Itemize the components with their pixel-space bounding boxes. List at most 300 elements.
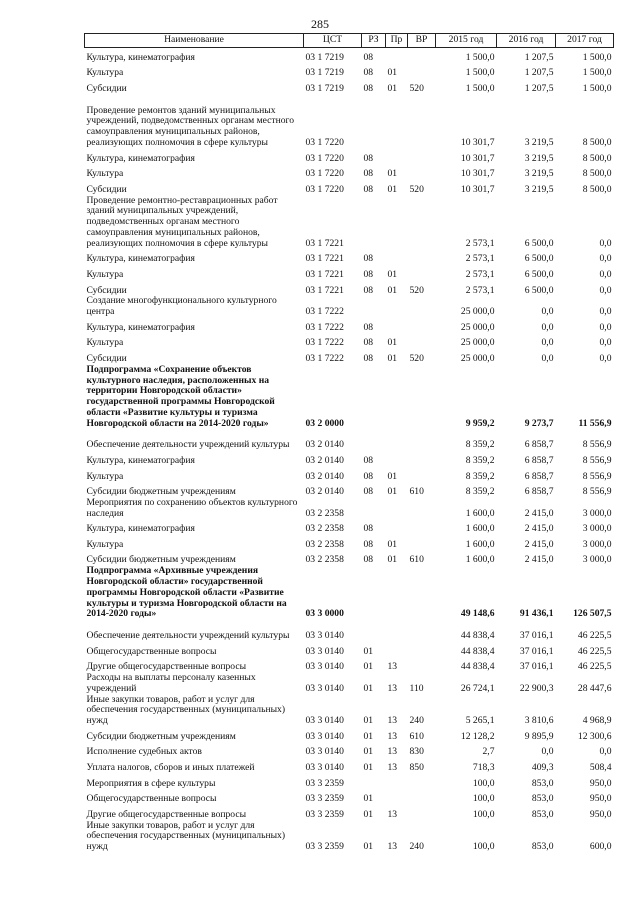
row-2016: 6 858,7 — [524, 439, 554, 451]
row-rz: 08 — [363, 168, 374, 180]
table-row — [85, 48, 614, 64]
row-rz: 08 — [363, 321, 374, 333]
row-name: Иные закупки товаров, работ и услуг для обеспечения государственных (муниципальных) нужд — [86, 693, 286, 727]
row-2015: 1 500,0 — [465, 51, 495, 63]
row-pr: 01 — [387, 183, 398, 195]
table-row — [85, 743, 614, 759]
table-row — [85, 265, 614, 281]
row-2016: 9 273,7 — [524, 417, 554, 429]
row-cst: 03 3 0140 — [305, 682, 344, 694]
table-row — [85, 620, 614, 642]
row-2017: 11 556,9 — [578, 417, 612, 429]
table-row — [85, 467, 614, 483]
row-pr: 01 — [387, 538, 398, 550]
row-rz — [362, 430, 386, 452]
table-row — [85, 551, 614, 567]
row-2017: 1 500,0 — [582, 51, 612, 63]
row-name: Мероприятия в сфере культуры — [86, 777, 216, 789]
row-rz: 08 — [363, 82, 374, 94]
row-name: Культура, кинематография — [86, 51, 195, 63]
row-name: Культура, кинематография — [86, 152, 195, 164]
row-vr — [408, 498, 436, 520]
row-pr — [386, 250, 408, 266]
row-2015: 44 838,4 — [460, 661, 495, 673]
row-name: Другие общегосударственные вопросы — [86, 808, 247, 820]
row-2016: 6 500,0 — [524, 284, 554, 296]
row-2017: 3 000,0 — [582, 538, 612, 550]
row-2017: 8 500,0 — [582, 136, 612, 148]
row-rz: 01 — [363, 730, 374, 742]
row-vr — [408, 296, 436, 318]
row-rz: 01 — [363, 661, 374, 673]
row-pr: 13 — [387, 808, 398, 820]
row-2017: 950,0 — [589, 793, 612, 805]
row-2017: 0,0 — [599, 337, 612, 349]
row-pr — [386, 566, 408, 620]
row-cst: 03 3 2359 — [305, 808, 344, 820]
header-rz: РЗ — [362, 34, 386, 48]
row-2017: 12 300,6 — [577, 730, 612, 742]
row-name: Проведение ремонтно-реставрационных работ зданий муниципальных учреждений, подведомственных органам местного самоуправления муниципальных районов, реализующих полномочия в сфере культуры — [86, 194, 278, 249]
row-2015: 44 838,4 — [460, 630, 495, 642]
row-rz: 08 — [363, 51, 374, 63]
row-vr — [408, 149, 436, 165]
row-vr — [408, 196, 436, 250]
table-row — [85, 180, 614, 196]
row-2016: 2 415,0 — [524, 523, 554, 535]
row-2015: 10 301,7 — [460, 183, 495, 195]
row-pr — [386, 318, 408, 334]
row-vr: 520 — [409, 183, 424, 195]
header-2015: 2015 год — [436, 34, 497, 48]
row-vr — [408, 805, 436, 821]
row-2016: 22 900,3 — [519, 682, 554, 694]
row-2016: 0,0 — [541, 337, 554, 349]
row-2015: 44 838,4 — [460, 645, 495, 657]
header-name: Наименование — [85, 34, 304, 48]
row-2016: 2 415,0 — [524, 538, 554, 550]
row-2016: 3 219,5 — [524, 168, 554, 180]
row-pr: 13 — [387, 715, 398, 727]
row-pr — [386, 789, 408, 805]
row-2016: 853,0 — [531, 808, 554, 820]
row-vr: 830 — [409, 746, 424, 758]
row-cst: 03 1 7221 — [305, 268, 344, 280]
row-2015: 100,0 — [472, 808, 495, 820]
row-vr: 110 — [409, 682, 424, 694]
row-vr: 520 — [409, 352, 424, 364]
row-rz: 08 — [363, 152, 374, 164]
row-2017: 46 225,5 — [577, 630, 612, 642]
row-name: Мероприятия по сохранению объектов культурного наследия — [86, 496, 298, 519]
row-2017: 126 507,5 — [573, 608, 612, 620]
row-2016: 6 500,0 — [524, 253, 554, 265]
row-pr — [386, 642, 408, 658]
table-row — [85, 519, 614, 535]
row-vr — [408, 250, 436, 266]
row-2015: 10 301,7 — [460, 136, 495, 148]
row-2016: 853,0 — [531, 793, 554, 805]
row-pr: 01 — [387, 470, 398, 482]
row-pr: 01 — [387, 82, 398, 94]
table-row — [85, 250, 614, 266]
row-rz: 08 — [363, 352, 374, 364]
row-name: Субсидии — [86, 284, 127, 296]
row-name: Культура — [86, 337, 124, 349]
row-name: Культура — [86, 538, 124, 550]
row-vr: 240 — [409, 841, 424, 853]
row-2016: 3 219,5 — [524, 152, 554, 164]
row-2016: 9 895,9 — [524, 730, 554, 742]
row-2017: 600,0 — [589, 841, 612, 853]
row-2015: 5 265,1 — [465, 715, 495, 727]
row-name: Субсидии бюджетным учреждениям — [86, 554, 236, 566]
row-name: Создание многофункционального культурного центра — [86, 295, 277, 318]
row-2015: 26 724,1 — [460, 682, 495, 694]
header-vr: ВР — [408, 34, 436, 48]
row-name: Субсидии бюджетным учреждениям — [86, 486, 236, 498]
row-2016: 853,0 — [531, 841, 554, 853]
table-body — [85, 48, 614, 853]
row-2016: 37 016,1 — [519, 645, 554, 657]
row-2016: 0,0 — [541, 352, 554, 364]
row-vr — [408, 642, 436, 658]
row-2017: 0,0 — [599, 268, 612, 280]
row-cst: 03 2 0140 — [305, 470, 344, 482]
row-2015: 25 000,0 — [460, 352, 495, 364]
row-2015: 1 600,0 — [465, 538, 495, 550]
row-2015: 2 573,1 — [465, 253, 495, 265]
row-2017: 46 225,5 — [577, 645, 612, 657]
row-2016: 6 500,0 — [524, 237, 554, 249]
row-2016: 37 016,1 — [519, 630, 554, 642]
row-pr — [386, 196, 408, 250]
row-pr: 13 — [387, 746, 398, 758]
row-name: Субсидии — [86, 183, 127, 195]
row-cst: 03 1 7219 — [305, 82, 344, 94]
row-vr: 610 — [409, 486, 424, 498]
row-2015: 1 600,0 — [465, 554, 495, 566]
row-2015: 9 959,2 — [465, 417, 495, 429]
table-row — [85, 789, 614, 805]
row-vr: 610 — [409, 730, 424, 742]
row-pr: 01 — [387, 337, 398, 349]
row-2015: 8 359,2 — [465, 439, 495, 451]
row-pr: 01 — [387, 486, 398, 498]
row-cst: 03 1 7219 — [305, 67, 344, 79]
row-2017: 0,0 — [599, 746, 612, 758]
row-rz: 08 — [363, 253, 374, 265]
row-2016: 3 219,5 — [524, 136, 554, 148]
row-2016: 37 016,1 — [519, 661, 554, 673]
row-2017: 950,0 — [589, 777, 612, 789]
row-rz: 01 — [363, 808, 374, 820]
row-vr — [408, 64, 436, 80]
row-vr — [408, 164, 436, 180]
table-row — [85, 642, 614, 658]
row-name: Общегосударственные вопросы — [86, 793, 217, 805]
row-vr — [408, 566, 436, 620]
table-row — [85, 727, 614, 743]
table-row — [85, 79, 614, 95]
row-pr: 13 — [387, 762, 398, 774]
row-rz: 08 — [363, 67, 374, 79]
row-rz — [362, 498, 386, 520]
row-name: Культура — [86, 67, 124, 79]
row-2015: 8 359,2 — [465, 486, 495, 498]
table-row — [85, 566, 614, 620]
row-cst: 03 3 0140 — [305, 661, 344, 673]
table-row — [85, 365, 614, 430]
row-pr — [386, 48, 408, 64]
row-name: Культура, кинематография — [86, 523, 195, 535]
row-2016: 0,0 — [541, 306, 554, 318]
row-2015: 718,3 — [472, 762, 495, 774]
row-2017: 1 500,0 — [582, 67, 612, 79]
row-cst: 03 1 7222 — [305, 352, 344, 364]
row-vr: 610 — [409, 554, 424, 566]
row-vr — [408, 365, 436, 430]
row-name: Уплата налогов, сборов и иных платежей — [86, 762, 255, 774]
row-pr: 01 — [387, 268, 398, 280]
row-pr — [386, 774, 408, 790]
table-row — [85, 149, 614, 165]
row-cst: 03 3 0140 — [305, 762, 344, 774]
row-cst: 03 1 7221 — [305, 237, 344, 249]
row-2015: 8 359,2 — [465, 470, 495, 482]
row-2017: 0,0 — [599, 253, 612, 265]
row-2016: 6 858,7 — [524, 470, 554, 482]
row-2017: 0,0 — [599, 321, 612, 333]
row-2015: 1 500,0 — [465, 67, 495, 79]
row-2015: 2 573,1 — [465, 268, 495, 280]
row-2016: 3 810,6 — [524, 715, 554, 727]
row-cst: 03 2 2358 — [305, 507, 344, 519]
row-rz — [362, 95, 386, 149]
row-2015: 25 000,0 — [460, 321, 495, 333]
row-2015: 10 301,7 — [460, 152, 495, 164]
row-name: Подпрограмма «Архивные учреждения Новгородской области» государственной программы Новгородской области «Развитие культуры и туризма Новгородской области на 2014-2020 годы» — [86, 565, 287, 620]
header-2017: 2017 год — [556, 34, 614, 48]
row-name: Субсидии — [86, 82, 127, 94]
table-row — [85, 482, 614, 498]
row-2017: 46 225,5 — [577, 661, 612, 673]
row-vr — [408, 95, 436, 149]
row-cst: 03 3 2359 — [305, 777, 344, 789]
row-cst: 03 1 7221 — [305, 284, 344, 296]
row-rz: 08 — [363, 486, 374, 498]
row-rz — [362, 620, 386, 642]
row-cst: 03 2 2358 — [305, 523, 344, 535]
row-rz: 08 — [363, 454, 374, 466]
row-vr: 520 — [409, 284, 424, 296]
row-2016: 2 415,0 — [524, 507, 554, 519]
row-2017: 950,0 — [589, 808, 612, 820]
row-rz: 08 — [363, 268, 374, 280]
row-pr — [386, 296, 408, 318]
row-cst: 03 1 7220 — [305, 168, 344, 180]
budget-table — [84, 33, 614, 853]
row-vr — [408, 265, 436, 281]
row-rz — [362, 365, 386, 430]
table-row — [85, 774, 614, 790]
row-rz: 08 — [363, 284, 374, 296]
row-name: Другие общегосударственные вопросы — [86, 661, 247, 673]
table-row — [85, 349, 614, 365]
row-vr: 850 — [409, 762, 424, 774]
row-2017: 1 500,0 — [582, 82, 612, 94]
row-2017: 8 500,0 — [582, 183, 612, 195]
row-2016: 1 207,5 — [524, 82, 554, 94]
row-name: Исполнение судебных актов — [86, 746, 202, 758]
row-2015: 2 573,1 — [465, 237, 495, 249]
row-pr: 13 — [387, 841, 398, 853]
row-name: Субсидии — [86, 352, 127, 364]
table-row — [85, 657, 614, 673]
row-pr — [386, 620, 408, 642]
row-2016: 91 436,1 — [519, 608, 554, 620]
row-pr: 01 — [387, 284, 398, 296]
table-row — [85, 758, 614, 774]
row-2017: 3 000,0 — [582, 554, 612, 566]
table-row — [85, 498, 614, 520]
row-2017: 4 968,9 — [582, 715, 612, 727]
row-rz — [362, 296, 386, 318]
row-rz: 01 — [363, 682, 374, 694]
table-row — [85, 95, 614, 149]
row-cst: 03 1 7221 — [305, 253, 344, 265]
table-row — [85, 673, 614, 695]
row-2015: 8 359,2 — [465, 454, 495, 466]
table-row — [85, 296, 614, 318]
table-row — [85, 535, 614, 551]
row-2015: 10 301,7 — [460, 168, 495, 180]
row-cst: 03 1 7219 — [305, 51, 344, 63]
row-cst: 03 1 7222 — [305, 337, 344, 349]
row-2015: 100,0 — [472, 777, 495, 789]
row-cst: 03 3 0140 — [305, 715, 344, 727]
row-rz: 08 — [363, 523, 374, 535]
row-2017: 3 000,0 — [582, 507, 612, 519]
row-name: Обеспечение деятельности учреждений культуры — [86, 630, 290, 642]
row-2016: 409,3 — [531, 762, 554, 774]
row-rz: 01 — [363, 645, 374, 657]
row-cst: 03 3 0000 — [305, 608, 344, 620]
row-vr — [408, 318, 436, 334]
row-2015: 100,0 — [472, 841, 495, 853]
row-rz: 08 — [363, 470, 374, 482]
row-2015: 1 600,0 — [465, 507, 495, 519]
row-2015: 12 128,2 — [460, 730, 495, 742]
row-vr — [408, 774, 436, 790]
row-2015: 49 148,6 — [460, 608, 495, 620]
row-2016: 1 207,5 — [524, 51, 554, 63]
row-rz: 01 — [363, 746, 374, 758]
row-pr: 01 — [387, 168, 398, 180]
row-2017: 8 556,9 — [582, 470, 612, 482]
row-2015: 100,0 — [472, 793, 495, 805]
table-row — [85, 430, 614, 452]
row-pr — [386, 498, 408, 520]
row-pr: 13 — [387, 730, 398, 742]
row-2017: 0,0 — [599, 284, 612, 296]
row-2017: 28 447,6 — [577, 682, 612, 694]
row-2015: 2,7 — [482, 746, 495, 758]
row-cst: 03 3 0140 — [305, 645, 344, 657]
row-2016: 6 500,0 — [524, 268, 554, 280]
row-name: Культура, кинематография — [86, 253, 195, 265]
table-row — [85, 164, 614, 180]
row-2015: 1 600,0 — [465, 523, 495, 535]
row-cst: 03 2 2358 — [305, 554, 344, 566]
row-rz: 08 — [363, 183, 374, 195]
row-2015: 2 573,1 — [465, 284, 495, 296]
row-2017: 8 500,0 — [582, 152, 612, 164]
header-row — [85, 34, 614, 48]
row-name: Культура — [86, 168, 124, 180]
row-vr — [408, 535, 436, 551]
row-pr: 01 — [387, 352, 398, 364]
row-2017: 0,0 — [599, 352, 612, 364]
row-2017: 0,0 — [599, 306, 612, 318]
row-2016: 0,0 — [541, 321, 554, 333]
row-2016: 3 219,5 — [524, 183, 554, 195]
row-name: Культура — [86, 268, 124, 280]
row-pr — [386, 451, 408, 467]
row-rz — [362, 774, 386, 790]
table-row — [85, 318, 614, 334]
row-vr — [408, 519, 436, 535]
row-vr — [408, 789, 436, 805]
row-pr — [386, 430, 408, 452]
row-pr — [386, 95, 408, 149]
row-rz: 01 — [363, 841, 374, 853]
row-cst: 03 2 0140 — [305, 486, 344, 498]
row-vr — [408, 620, 436, 642]
row-pr: 01 — [387, 67, 398, 79]
row-rz: 08 — [363, 337, 374, 349]
row-cst: 03 1 7220 — [305, 152, 344, 164]
row-rz: 01 — [363, 793, 374, 805]
row-cst: 03 3 0140 — [305, 746, 344, 758]
header-cst: ЦСТ — [304, 34, 362, 48]
row-pr: 13 — [387, 661, 398, 673]
row-2017: 8 556,9 — [582, 486, 612, 498]
table-row — [85, 451, 614, 467]
header-2016: 2016 год — [497, 34, 556, 48]
row-2017: 508,4 — [589, 762, 612, 774]
row-cst: 03 1 7220 — [305, 136, 344, 148]
row-name: Общегосударственные вопросы — [86, 645, 217, 657]
row-cst: 03 2 0140 — [305, 454, 344, 466]
row-rz: 08 — [363, 538, 374, 550]
row-vr — [408, 467, 436, 483]
table-row — [85, 196, 614, 250]
row-2016: 6 858,7 — [524, 486, 554, 498]
row-2016: 853,0 — [531, 777, 554, 789]
row-2016: 1 207,5 — [524, 67, 554, 79]
row-name: Обеспечение деятельности учреждений культуры — [86, 439, 290, 451]
row-pr: 13 — [387, 682, 398, 694]
row-pr — [386, 365, 408, 430]
row-cst: 03 1 7222 — [305, 321, 344, 333]
row-name: Культура, кинематография — [86, 454, 195, 466]
table-row — [85, 805, 614, 821]
row-name: Иные закупки товаров, работ и услуг для обеспечения государственных (муниципальных) нужд — [86, 819, 286, 853]
row-rz: 01 — [363, 715, 374, 727]
row-vr — [408, 657, 436, 673]
row-cst: 03 3 0140 — [305, 630, 344, 642]
